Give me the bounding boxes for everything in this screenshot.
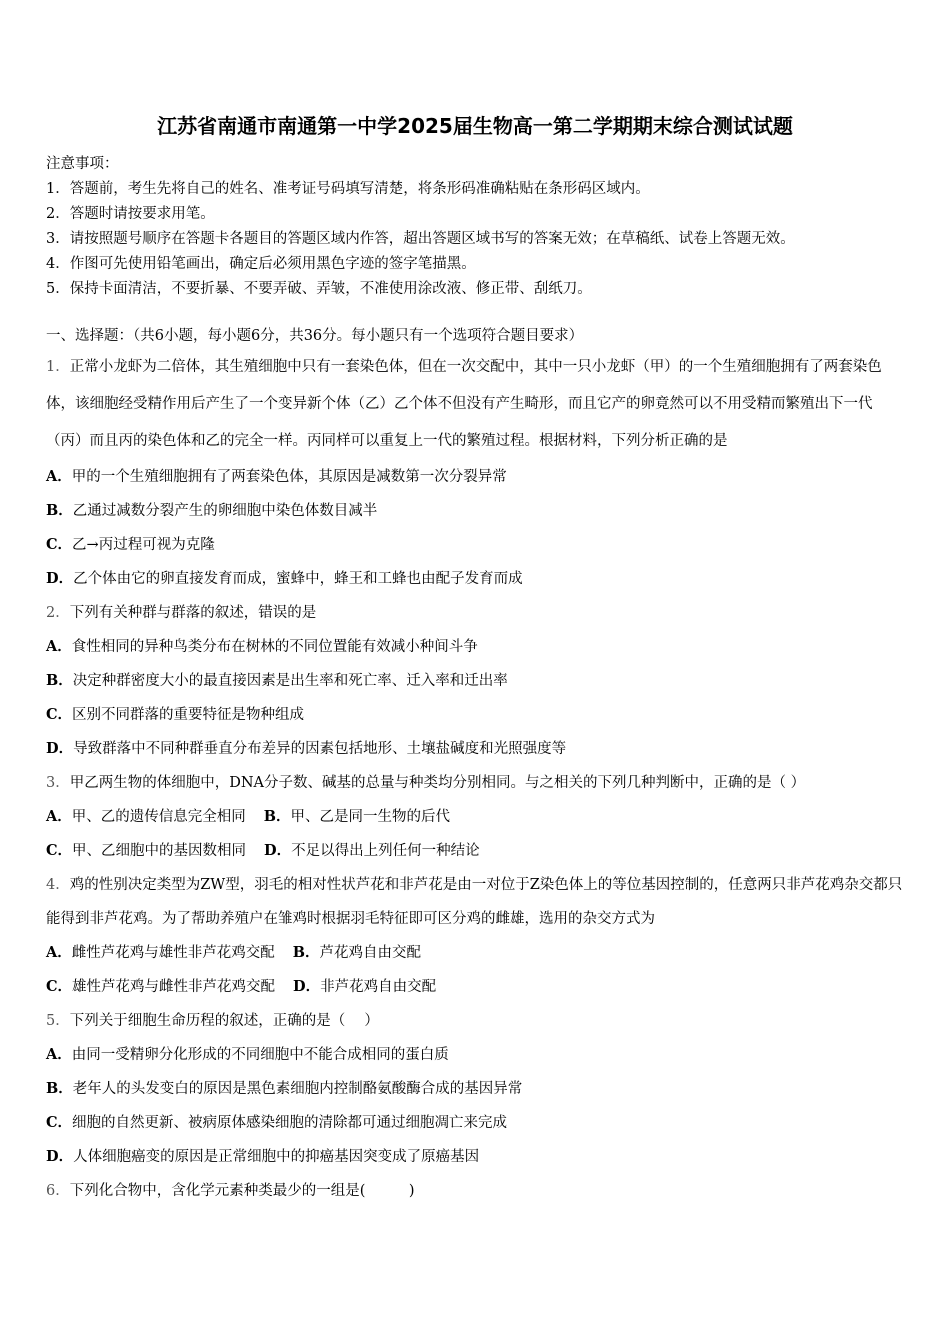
question-number: 2． bbox=[46, 605, 70, 621]
option-letter: B． bbox=[263, 808, 291, 825]
option-letter: D． bbox=[46, 1148, 74, 1165]
option bbox=[46, 1140, 906, 1174]
option-letter: C． bbox=[46, 1114, 73, 1131]
question-3-stem bbox=[46, 766, 906, 800]
option bbox=[46, 630, 906, 664]
option-letter: B． bbox=[46, 672, 73, 689]
option-text: 导致群落中不同种群垂直分布差异的因素包括地形、土壤盐碱度和光照强度等 bbox=[73, 741, 567, 757]
option bbox=[46, 664, 906, 698]
option-text: 人体细胞癌变的原因是正常细胞中的抑癌基因突变成了原癌基因 bbox=[73, 1149, 480, 1165]
question-number: 1． bbox=[46, 359, 70, 375]
option-text: 老年人的头发变白的原因是黑色素细胞内控制酪氨酸酶合成的基因异常 bbox=[72, 1081, 523, 1097]
option-letter: A． bbox=[46, 468, 72, 485]
question-4-stem bbox=[46, 868, 906, 936]
option-letter: B． bbox=[46, 1080, 73, 1097]
option-letter: A． bbox=[46, 638, 72, 655]
question-text: 鸡的性别决定类型为ZW型，羽毛的相对性状芦花和非芦花是由一对位于Z染色体上的等位基因控制的，任意两只非芦花鸡杂交都只能得到非芦花鸡。为了帮助养殖户在雏鸡时根据羽毛特征即可区分鸡的雌雄，选用的杂交方式为 bbox=[46, 877, 903, 927]
notice-item: 3．请按照题号顺序在答题卡各题目的答题区域内作答，超出答题区域书写的答案无效；在草稿纸、试卷上答题无效。 bbox=[46, 231, 795, 247]
option-letter: D． bbox=[264, 842, 292, 859]
notice-item: 2．答题时请按要求用笔。 bbox=[46, 206, 215, 222]
option-letter: C． bbox=[46, 706, 73, 723]
option-text: 区别不同群落的重要特征是物种组成 bbox=[72, 707, 305, 723]
option-pair bbox=[46, 834, 906, 868]
option-text: 甲、乙是同一生物的后代 bbox=[290, 809, 451, 825]
option bbox=[46, 732, 906, 766]
question-text: 下列化合物中，含化学元素种类最少的一组是( ) bbox=[69, 1183, 415, 1199]
page-title: 江苏省南通市南通第一中学2025届生物高一第二学期期末综合测试试题 bbox=[157, 114, 793, 138]
option bbox=[46, 1038, 906, 1072]
option-text: 不足以得出上列任何一种结论 bbox=[291, 843, 480, 859]
option-letter: C． bbox=[46, 978, 73, 995]
option-letter: A． bbox=[46, 944, 72, 961]
option bbox=[46, 698, 906, 732]
option-letter: C． bbox=[46, 842, 73, 859]
option-letter: B． bbox=[46, 502, 73, 519]
notice-item: 5．保持卡面清洁，不要折暴、不要弄破、弄皱，不准使用涂改液、修正带、刮纸刀。 bbox=[46, 281, 592, 297]
option bbox=[46, 494, 906, 528]
question-number: 4． bbox=[46, 877, 70, 893]
question-number: 3． bbox=[46, 775, 70, 791]
option-text: 雄性芦花鸡与雌性非芦花鸡交配 bbox=[72, 979, 276, 995]
question-text: 下列关于细胞生命历程的叙述，正确的是（ ） bbox=[69, 1013, 379, 1029]
notice-block bbox=[46, 152, 926, 302]
option-letter: D． bbox=[46, 570, 74, 587]
option-letter: D． bbox=[293, 978, 321, 995]
notice-heading: 注意事项： bbox=[46, 156, 119, 172]
questions-body bbox=[46, 323, 906, 1208]
option-letter: A． bbox=[46, 1046, 72, 1063]
notice-item: 4．作图可先使用铅笔画出，确定后必须用黑色字迹的签字笔描黑。 bbox=[46, 256, 476, 272]
option-letter: D． bbox=[46, 740, 74, 757]
question-number: 5． bbox=[46, 1013, 70, 1029]
option-text: 乙个体由它的卵直接发育而成，蜜蜂中，蜂王和工蜂也由配子发育而成 bbox=[73, 571, 523, 587]
option bbox=[46, 460, 906, 494]
question-1-stem bbox=[46, 349, 906, 460]
option bbox=[46, 528, 906, 562]
option bbox=[46, 1106, 906, 1140]
option-text: 细胞的自然更新、被病原体感染细胞的清除都可通过细胞凋亡来完成 bbox=[72, 1115, 508, 1131]
question-number: 6． bbox=[46, 1183, 70, 1199]
option-text: 乙→丙过程可视为克隆 bbox=[72, 537, 215, 553]
option-text: 雌性芦花鸡与雄性非芦花鸡交配 bbox=[71, 945, 275, 961]
question-2-stem bbox=[46, 596, 906, 630]
option-text: 乙通过减数分裂产生的卵细胞中染色体数目减半 bbox=[72, 503, 378, 519]
section-heading: 一、选择题：（共6小题，每小题6分，共36分。每小题只有一个选项符合题目要求） bbox=[46, 328, 584, 344]
option-pair bbox=[46, 800, 906, 834]
question-text: 下列有关种群与群落的叙述，错误的是 bbox=[69, 605, 317, 621]
option-text: 食性相同的异种鸟类分布在树林的不同位置能有效减小种间斗争 bbox=[71, 639, 478, 655]
option-letter: A． bbox=[46, 808, 72, 825]
option-pair bbox=[46, 970, 906, 1004]
option-text: 非芦花鸡自由交配 bbox=[320, 979, 437, 995]
notice-item: 1．答题前，考生先将自己的姓名、准考证号码填写清楚，将条形码准确粘贴在条形码区域内。 bbox=[46, 181, 650, 197]
option-letter: C． bbox=[46, 536, 73, 553]
option-text: 甲、乙细胞中的基因数相同 bbox=[72, 843, 247, 859]
option bbox=[46, 562, 906, 596]
option-text: 决定种群密度大小的最直接因素是出生率和死亡率、迁入率和迁出率 bbox=[72, 673, 508, 689]
option-text: 芦花鸡自由交配 bbox=[319, 945, 422, 961]
question-text: 正常小龙虾为二倍体，其生殖细胞中只有一套染色体，但在一次交配中，其中一只小龙虾（甲）的一个生殖细胞拥有了两套染色体，该细胞经受精作用后产生了一个变异新个体（乙）乙个体不但没有产生畸形，而且它产的卵竟然可以不用受精而繁殖出下一代（丙）而且丙的染色体和乙的完全一样。丙同样可以重复上一代的繁殖过程。根据材料，下列分析正确的是 bbox=[46, 359, 882, 449]
option-pair bbox=[46, 936, 906, 970]
question-5-stem bbox=[46, 1004, 906, 1038]
option-text: 甲、乙的遗传信息完全相同 bbox=[71, 809, 246, 825]
option-text: 由同一受精卵分化形成的不同细胞中不能合成相同的蛋白质 bbox=[71, 1047, 449, 1063]
question-text: 甲乙两生物的体细胞中，DNA分子数、碱基的总量与种类均分别相同。与之相关的下列几种判断中，正确的是（ ） bbox=[69, 775, 806, 791]
question-6-stem bbox=[46, 1174, 906, 1208]
option-letter: B． bbox=[292, 944, 320, 961]
option-text: 甲的一个生殖细胞拥有了两套染色体，其原因是减数第一次分裂异常 bbox=[71, 469, 507, 485]
option bbox=[46, 1072, 906, 1106]
